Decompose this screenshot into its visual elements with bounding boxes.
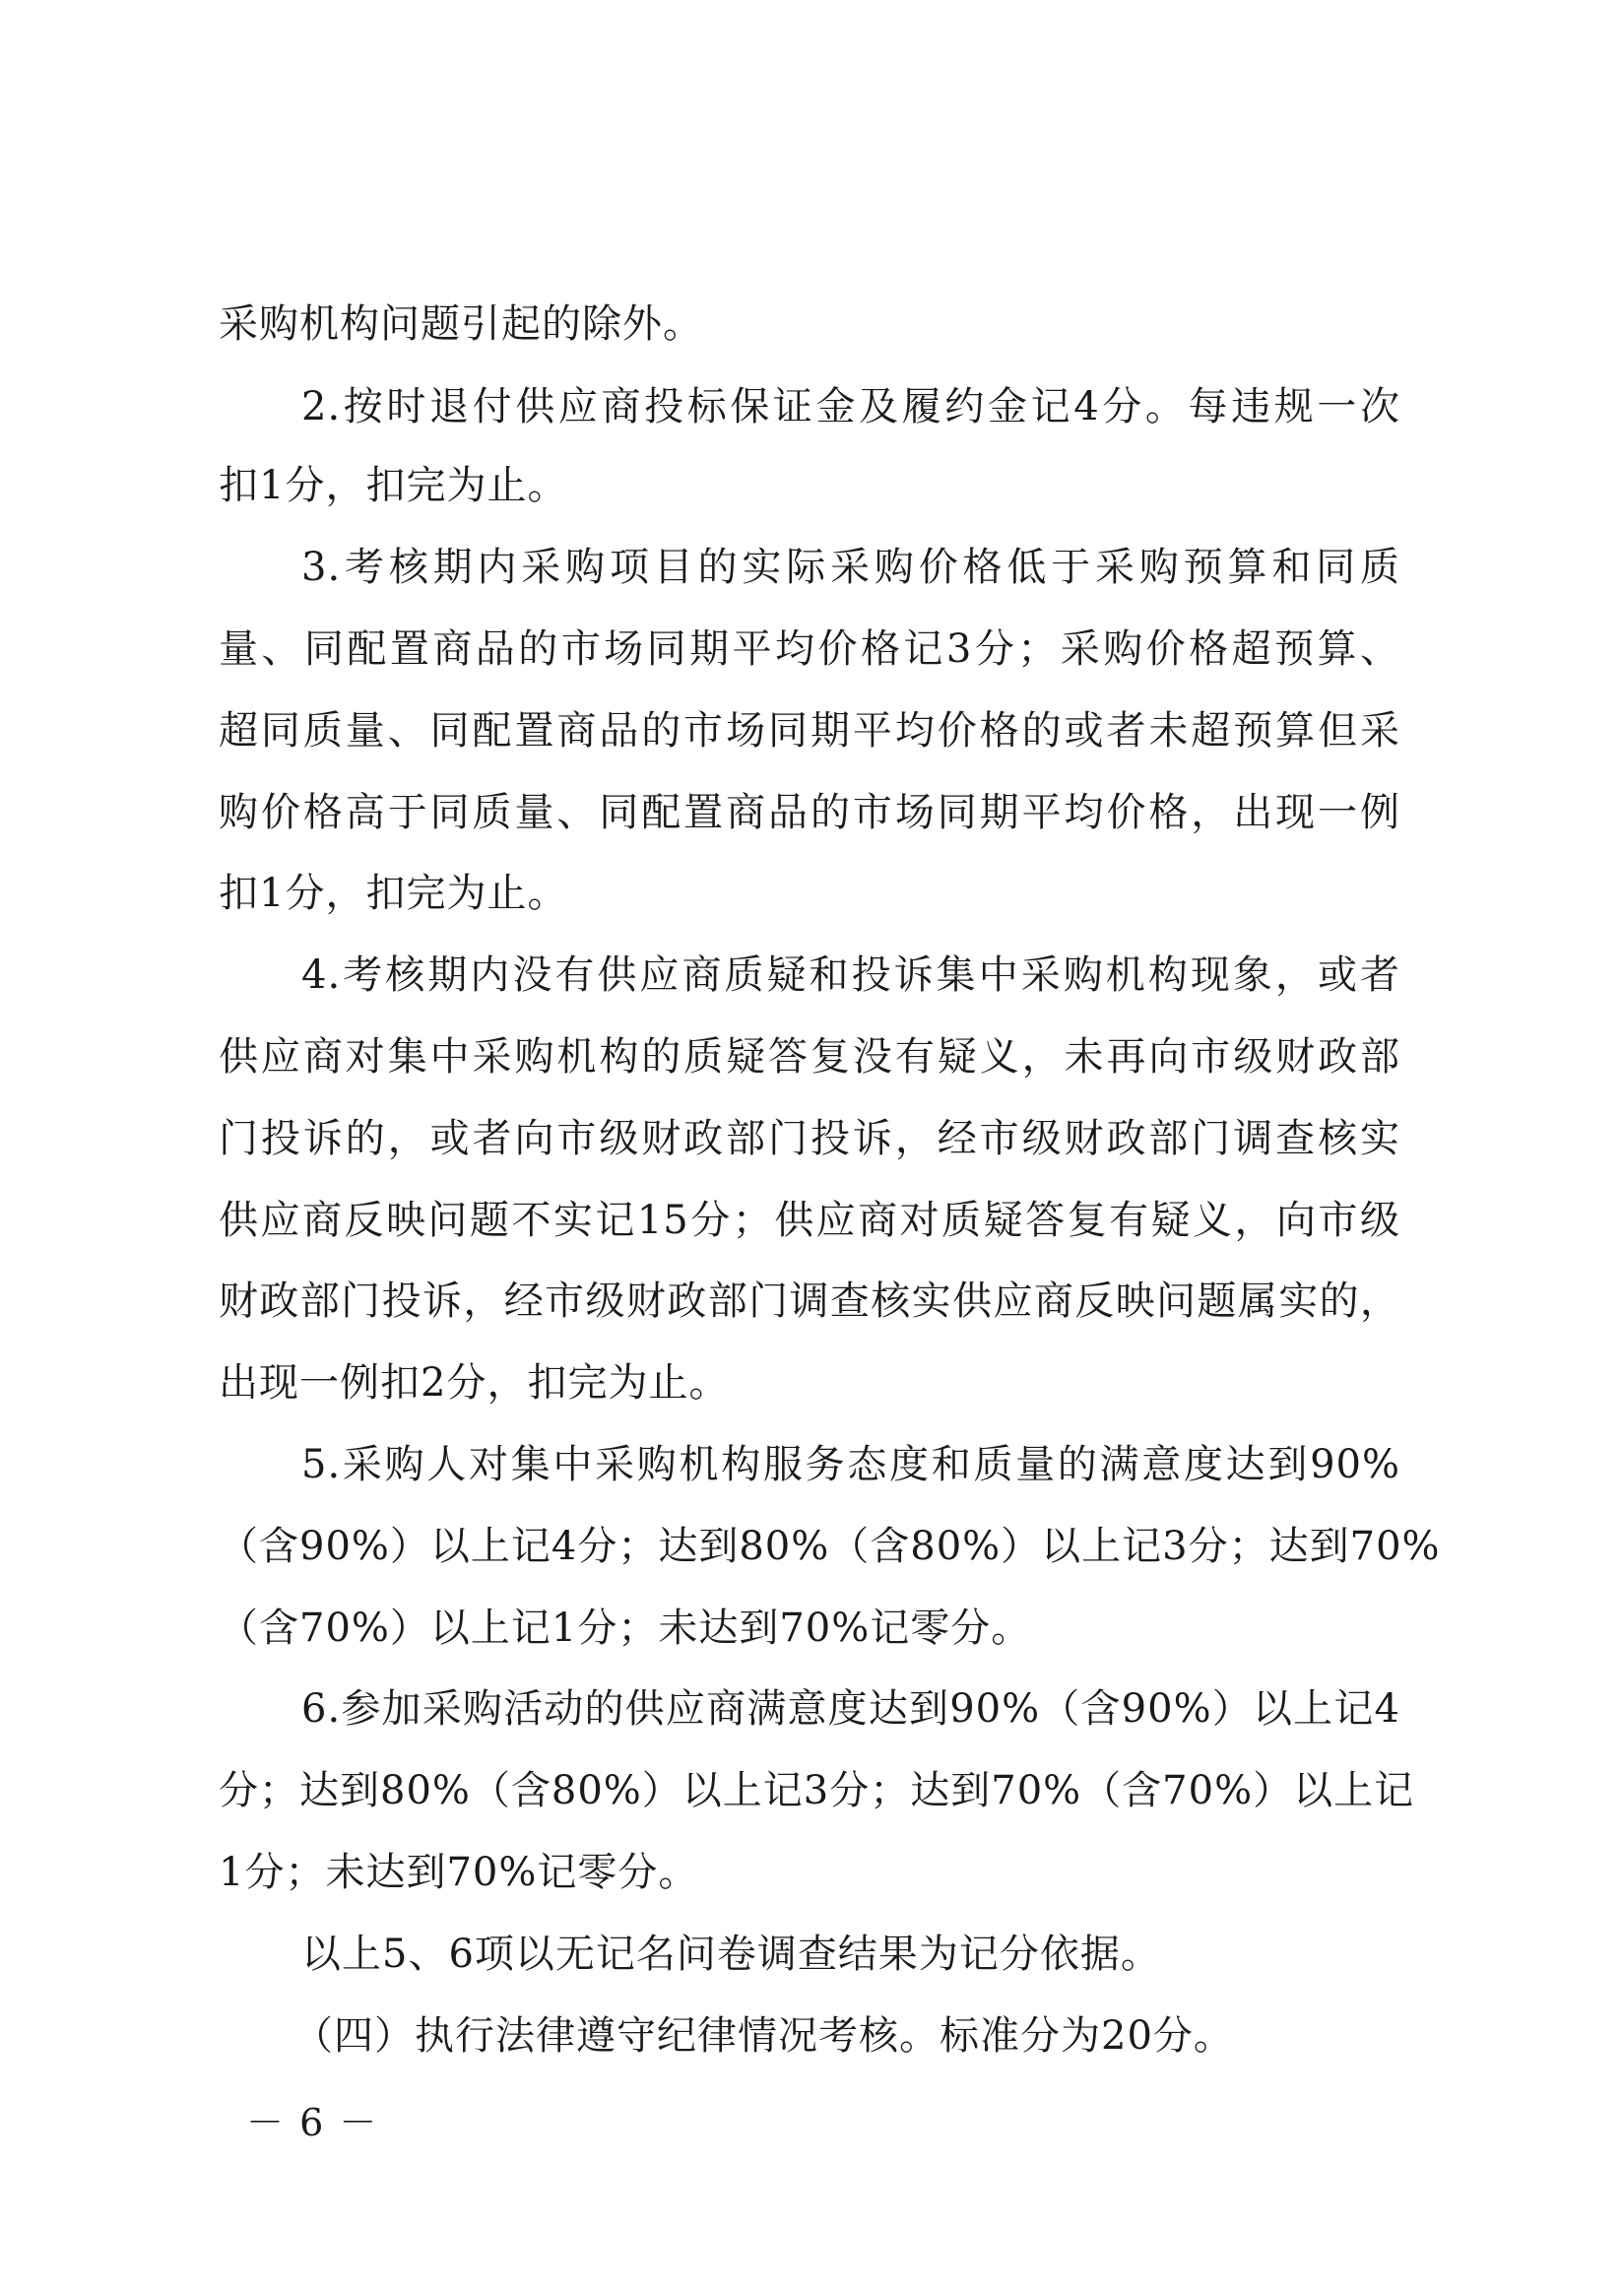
text-line: 采购机构问题引起的除外。: [219, 301, 703, 347]
text-line: 3.考核期内采购项目的实际采购价格低于采购预算和同质: [301, 545, 1400, 590]
text-line: 1分；未达到70%记零分。: [219, 1850, 699, 1895]
text-line: 扣1分，扣完为止。: [219, 463, 568, 508]
text-line: （含70%）以上记1分；未达到70%记零分。: [219, 1606, 1032, 1651]
page-number: － 6 －: [246, 2101, 379, 2144]
text-line: 门投诉的，或者向市级财政部门投诉，经市级财政部门调查核实: [219, 1116, 1400, 1161]
text-line: 量、同配置商品的市场同期平均价格记3分；采购价格超预算、: [219, 626, 1400, 672]
text-line: 超同质量、同配置商品的市场同期平均价格的或者未超预算但采: [219, 708, 1400, 754]
section-heading: （四）执行法律遵守纪律情况考核。标准分为20分。: [293, 2013, 1234, 2059]
text-line: 扣1分，扣完为止。: [219, 871, 568, 916]
text-line: 购价格高于同质量、同配置商品的市场同期平均价格，出现一例: [219, 790, 1400, 835]
text-line: （含90%）以上记4分；达到80%（含80%）以上记3分；达到70%: [219, 1524, 1441, 1569]
text-line: 2.按时退付供应商投标保证金及履约金记4分。每违规一次: [301, 384, 1400, 429]
text-line: 以上5、6项以无记名问卷调查结果为记分依据。: [301, 1932, 1161, 1977]
text-line: 6.参加采购活动的供应商满意度达到90%（含90%）以上记4: [301, 1686, 1400, 1732]
text-line: 分；达到80%（含80%）以上记3分；达到70%（含70%）以上记: [219, 1768, 1415, 1813]
text-line: 4.考核期内没有供应商质疑和投诉集中采购机构现象，或者: [301, 952, 1400, 998]
text-line: 财政部门投诉，经市级财政部门调查核实供应商反映问题属实的，: [219, 1279, 1400, 1324]
text-line: 供应商反映问题不实记15分；供应商对质疑答复有疑义，向市级: [219, 1198, 1400, 1243]
text-line: 供应商对集中采购机构的质疑答复没有疑义，未再向市级财政部: [219, 1034, 1400, 1080]
text-line: 出现一例扣2分，扣完为止。: [219, 1360, 730, 1406]
text-line: 5.采购人对集中采购机构服务态度和质量的满意度达到90%: [301, 1442, 1400, 1487]
